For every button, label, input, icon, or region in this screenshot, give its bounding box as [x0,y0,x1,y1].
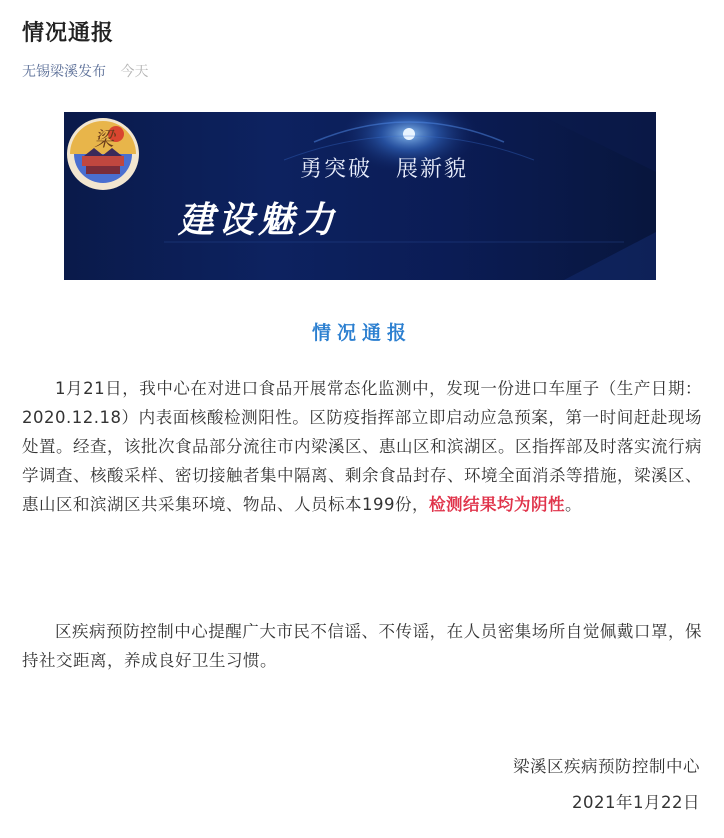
banner-title: 建设魅力 [178,200,339,241]
account-link[interactable]: 无锡梁溪发布 [22,64,106,80]
article-title: 情况通报 [22,21,115,46]
banner-background [64,112,656,280]
liangxi-logo-icon [64,112,142,196]
article-meta [22,61,148,81]
signature-organization: 梁溪区疾病预防控制中心 [513,757,700,776]
paragraph-1-highlight: 检测结果均为阴性 [429,495,565,514]
svg-text:梁: 梁 [94,127,114,151]
notice-paragraph-1 [22,374,702,519]
notice-heading: 情况通报 [311,322,412,344]
paragraph-1-end: 。 [565,495,582,514]
notice-paragraph-2: 区疾病预防控制中心提醒广大市民不信谣、不传谣，在人员密集场所自觉佩戴口罩，保持社交距离，养成良好卫生习惯。 [22,622,702,670]
publish-time: 今天 [120,64,149,80]
paragraph-1-text: 1月21日，我中心在对进口食品开展常态化监测中，发现一份进口车厘子（生产日期：2020.12.18）内表面核酸检测阳性。区防疫指挥部立即启动应急预案，第一时间赶赴现场处置。经查，该批次食品部分流往市内梁溪区、惠山区和滨湖区。区指挥部及时落实流行病学调查、核酸采样、密切接触者集中隔离、剩余食品封存、环境全面消杀等措施，梁溪区、惠山区和滨湖区共采集环境、物品、人员标本199份， [22,379,702,514]
banner-slogan: 勇突破 展新貌 [300,157,469,182]
article-banner-image [64,112,656,280]
signature-date: 2021年1月22日 [572,793,700,812]
